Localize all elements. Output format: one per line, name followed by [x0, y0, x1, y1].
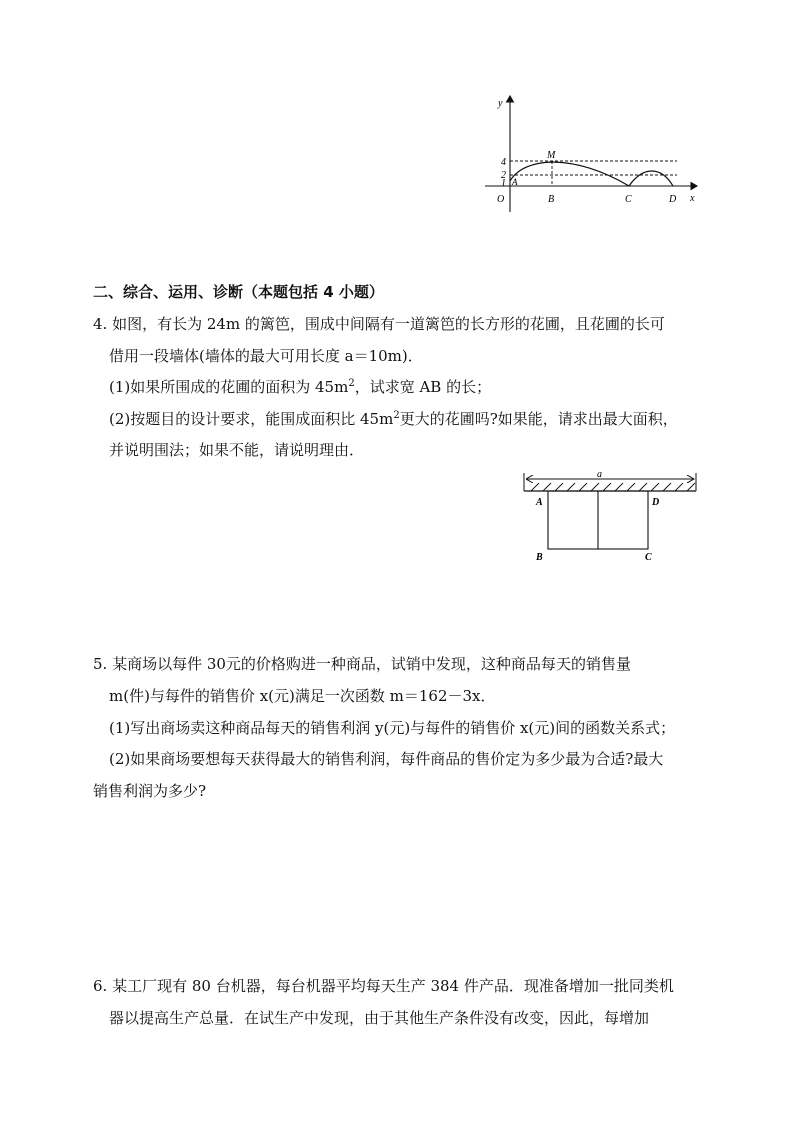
- label-fig-d-point: D: [652, 497, 660, 508]
- q5-line4: (2)如果商场要想每天获得最大的销售利润，每件商品的售价定为多少最为合适?最大: [109, 750, 664, 768]
- parabola-graph: [485, 92, 705, 212]
- q5-line5: 销售利润为多少?: [93, 782, 207, 800]
- q4-line2: 借用一段墙体(墙体的最大可用长度 a＝10m)．: [109, 347, 423, 365]
- q5-line1: 5. 某商场以每件 30元的价格购进一种商品，试销中发现，这种商品每天的销售量: [93, 655, 631, 673]
- curve-am-c: [510, 162, 629, 186]
- label-tick-1: 1: [501, 178, 506, 189]
- q4-line3: (1)如果所围成的花圃的面积为 $45m^2$，试求宽 AB 的长；: [109, 378, 492, 396]
- q4-line5: 并说明围法；如果不能，请说明理由．: [109, 441, 365, 459]
- garden-figure: [515, 468, 715, 568]
- label-b: B: [548, 194, 555, 205]
- section-heading: 二、综合、运用、诊断（本题包括 4 小题）: [93, 283, 384, 301]
- q5-line2: m(件)与每件的销售价 x(元)满足一次函数 m＝162－3x．: [109, 687, 496, 705]
- label-fig-b-point: B: [536, 552, 543, 563]
- q6-line2: 器以提高生产总量．在试生产中发现，由于其他生产条件没有改变，因此，每增加: [109, 1009, 650, 1027]
- wall-hatching: [531, 483, 695, 491]
- q4-line4: (2)按题目的设计要求，能围成面积比 $45m^2$更大的花圃吗?如果能，请求出最大面积，: [109, 410, 678, 428]
- label-fig-a-point: A: [536, 497, 543, 508]
- q4-line1: 4. 如图，有长为 24m 的篱笆，围成中间隔有一道篱笆的长方形的花圃，且花圃的长可: [93, 315, 665, 333]
- label-a: A: [512, 177, 518, 187]
- label-y: y: [498, 98, 503, 109]
- label-d: D: [669, 194, 677, 205]
- label-m: M: [547, 150, 556, 161]
- label-x: x: [690, 193, 695, 204]
- label-fig-c-point: C: [645, 552, 652, 563]
- q6-line1: 6. 某工厂现有 80 台机器，每台机器平均每天生产 384 件产品．现准备增加一批同类机: [93, 977, 674, 995]
- label-origin: O: [497, 194, 505, 205]
- label-c: C: [625, 194, 632, 205]
- curve-c-d: [629, 171, 673, 186]
- label-tick-4: 4: [501, 157, 506, 168]
- q5-line3: (1)写出商场卖这种商品每天的销售利润 y(元)与每件的销售价 x(元)间的函数关系式；: [109, 719, 676, 737]
- label-tick-2: 2: [501, 170, 506, 181]
- label-dim-a: a: [597, 469, 602, 480]
